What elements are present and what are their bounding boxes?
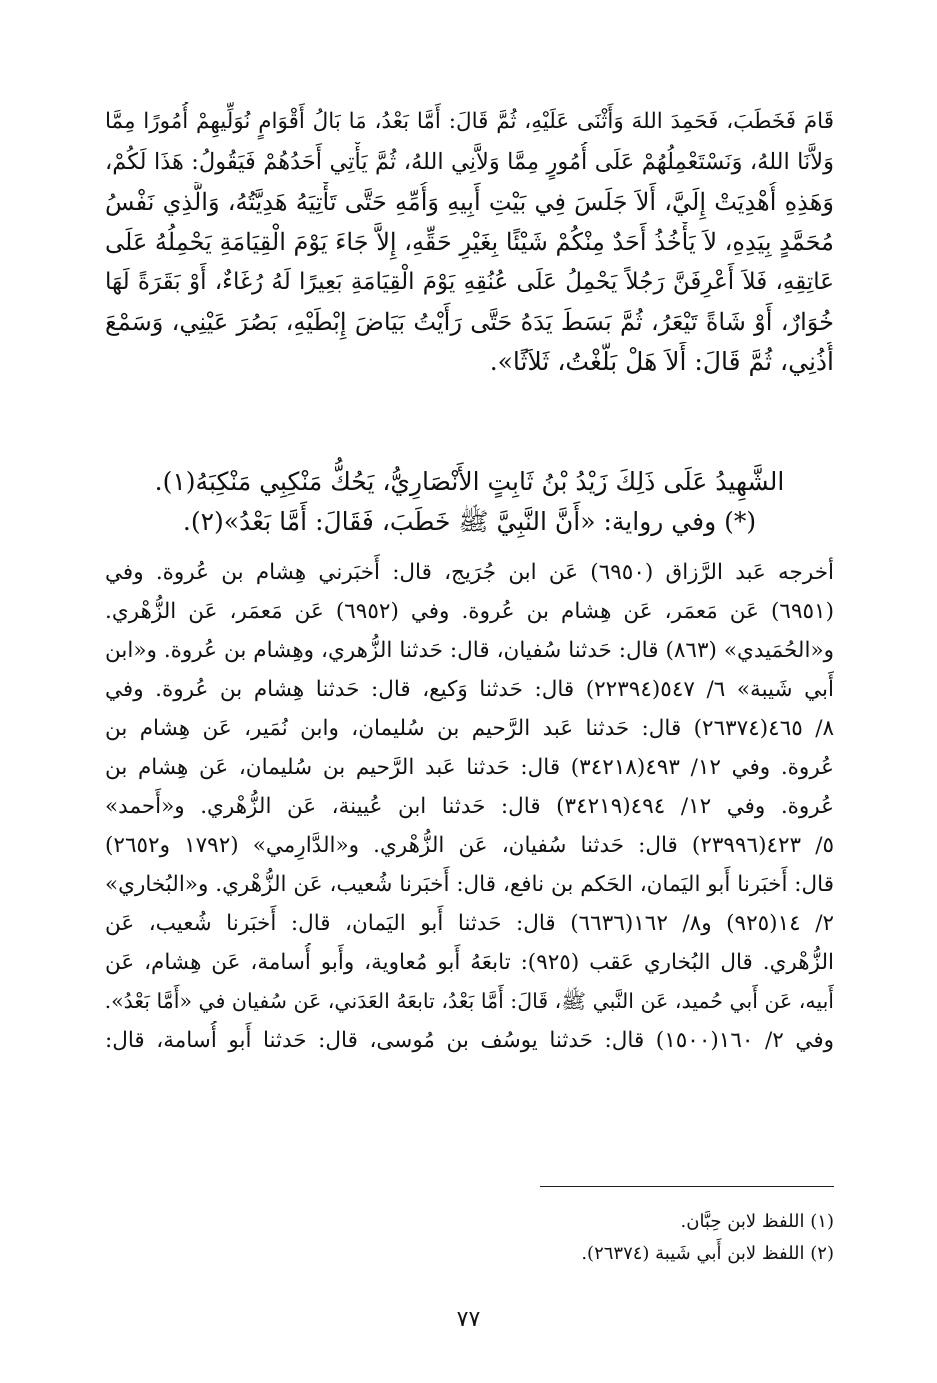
takhrij-line: قال: أَخبَرنا أَبو اليَمان، الحَكم بن نافع، قال: أَخبَرنا شُعيب، عَن الزُّهْري. و«البُخاري» (105, 872, 834, 897)
takhrij-line: و«الحُمَيدي» (٨٦٣) قال: حَدثنا سُفيان، قال: حَدثنا الزُّهري، وهِشام بن عُروة. و«ابن (105, 638, 834, 663)
hadith-line: عَاتِقِهِ، فَلاَ أَعْرِفَنَّ رَجُلاً يَحْمِلُ عَلَى عُنُقِهِ يَوْمَ الْقِيَامَةِ بَعِيرًا لَهُ رُغَاءٌ، أَوْ بَقَرَةً لَهَا (105, 269, 834, 295)
witness-line: الشَّهِيدُ عَلَى ذَلِكَ زَيْدُ بْنُ ثَابِتٍ الأَنْصَارِيُّ، يَحُكُّ مَنْكِبِي مَنْكِبَهُ(١). (154, 467, 785, 496)
footnotes (105, 1206, 834, 1270)
takhrij-line: أَبيه، عَن أَبي حُميد، عَن النَّبي ﷺ، قَالَ: أَمَّا بَعْدُ، تابعَهُ العَدَني، عَن سُفيان في «أَمَّا بَعْدُ». (105, 989, 834, 1013)
hadith-line: وَهَذِهِ أُهْدِيَتْ إِلَيَّ، أَلاَ جَلَسَ فِي بَيْتِ أَبِيهِ وَأُمِّهِ حَتَّى تَأْتِيَهُ هَدِيَّتُهُ، وَالَّذِي نَفْسُ (105, 188, 834, 216)
hadith-line: خُوَارٌ، أَوْ شَاةً تَيْعَرُ، ثُمَّ بَسَطَ يَدَهُ حَتَّى رَأَيْتُ بَيَاضَ إِبْطَيْهِ، بَصُرَ عَيْنِي، وَسَمْعَ (105, 308, 834, 336)
variant-narration: (*) وفي رواية: «أَنَّ النَّبِيَّ ﷺ خَطَبَ، فَقَالَ: أَمَّا بَعْدُ»(٢). (182, 507, 757, 536)
footnote-2: (٢) اللفظ لابن أَبي شَيبة (٢٦٣٧٤). (581, 1243, 834, 1264)
takhrij-line: ٨/ ٤٦٥(٢٦٣٧٤) قال: حَدثنا عَبد الرَّحيم بن سُليمان، وابن نُمَير، عَن هِشام بن (105, 716, 834, 741)
takhrij-line: وفي ٢/ ١٦٠(١٥٠٠) قال: حَدثنا يوسُف بن مُوسى، قال: حَدثنا أَبو أُسامة، قال: (105, 1028, 834, 1053)
takhrij-line: أخرجه عَبد الرَّزاق (٦٩٥٠) عَن ابن جُرَيج، قال: أَخبَرني هِشام بن عُروة. وفي (105, 560, 834, 585)
hadith-line: قَامَ فَخَطَبَ، فَحَمِدَ اللهَ وَأَثْنَى عَلَيْهِ، ثُمَّ قَالَ: أَمَّا بَعْدُ، مَا بَالُ أَقْوَامٍ نُوَلِّيهِمْ أُمُورًا مِمَّا (105, 109, 834, 134)
takhrij-line: عُروة. وفي ١٢/ ٤٩٣(٣٤٢١٨) قال: حَدثنا عَبد الرَّحيم بن سُليمان، عَن هِشام بن (105, 755, 834, 780)
takhrij-line: الزُّهْري. قال البُخاري عَقب (٩٢٥): تابعَهُ أَبو مُعاوية، وأَبو أُسامة، عَن هِشام، عَن (105, 950, 834, 975)
takhrij-line: ٥/ ٤٢٣(٢٣٩٩٦) قال: حَدثنا سُفيان، عَن الزُّهْري. و«الدَّارِمي» (١٧٩٢ و٢٦٥٢) (105, 833, 834, 858)
takhrij-line: أَبي شَيبة» ٦/ ٥٤٧(٢٢٣٩٤) قال: حَدثنا وَكيع، قال: حَدثنا هِشام بن عُروة. وفي (105, 677, 834, 702)
takhrij-line: ٢/ ١٤(٩٢٥) و٨/ ١٦٢(٦٦٣٦) قال: حَدثنا أَبو اليَمان، قال: أَخبَرنا شُعيب، عَن (105, 911, 834, 936)
footnote-divider (540, 1186, 834, 1187)
hadith-line-last: أُذُنِي، ثُمَّ قَالَ: أَلاَ هَلْ بَلَّغْتُ، ثَلاَثًا». (489, 347, 834, 376)
witness-section (105, 462, 834, 542)
hadith-line: مُحَمَّدٍ بِيَدِهِ، لاَ يَأْخُذُ أَحَدٌ مِنْكُمْ شَيْئًا بِغَيْرِ حَقِّهِ، إِلاَّ جَاءَ يَوْمَ الْقِيَامَةِ يَحْمِلُهُ عَلَى (105, 228, 834, 256)
takhrij-text (105, 553, 834, 1060)
hadith-line: وَلاَّنَا اللهُ، وَنَسْتَعْمِلُهُمْ عَلَى أُمُورٍ مِمَّا وَلاَّنِي اللهُ، ثُمَّ يَأْتِي أَحَدُهُمْ فَيَقُولُ: هَذَا لَكُمْ، (105, 149, 834, 175)
hadith-text (105, 102, 834, 382)
footnote-1: (١) اللفظ لابن حِبَّان. (680, 1211, 834, 1232)
page-number: ٧٧ (456, 1307, 481, 1332)
takhrij-line: عُروة. وفي ١٢/ ٤٩٤(٣٤٢١٩) قال: حَدثنا ابن عُيينة، عَن الزُّهْري. و«أَحمد» (105, 794, 834, 819)
takhrij-line: (٦٩٥١) عَن مَعمَر، عَن هِشام بن عُروة. وفي (٦٩٥٢) عَن مَعمَر، عَن الزُّهْري. (105, 599, 834, 624)
